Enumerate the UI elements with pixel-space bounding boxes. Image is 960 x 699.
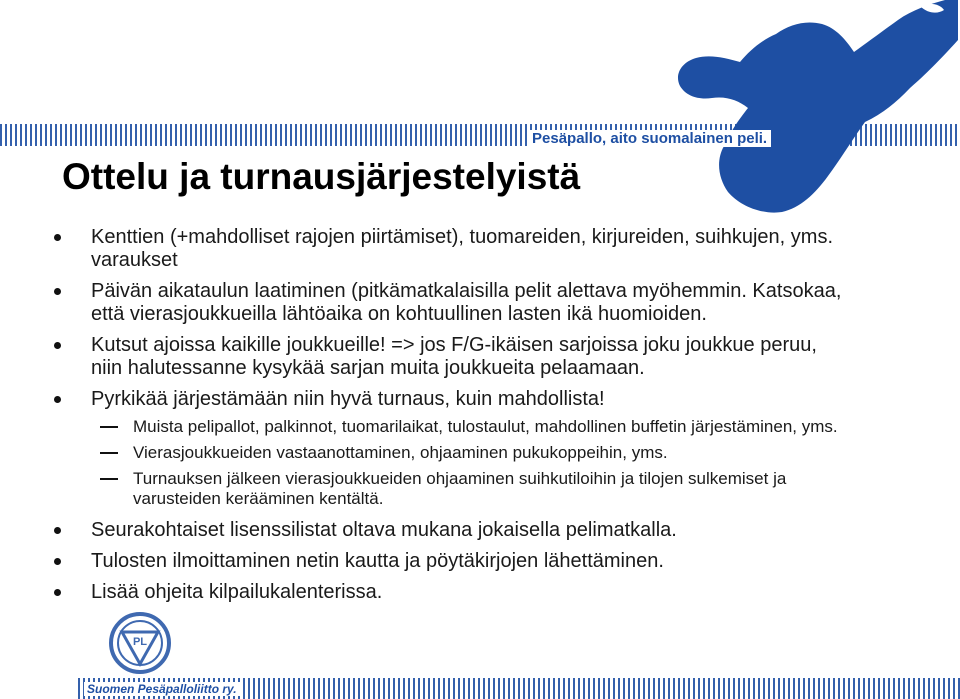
list-item-text: Kutsut ajoissa kaikille joukkueille! => jos F/G-ikäisen sarjoissa joku joukkue peruu, niin halutessanne kysykää sarjan muita joukkueita pelaamaan. [91,334,817,379]
list-item-text: Turnauksen jälkeen vierasjoukkueiden ohjaaminen suihkutiloihin ja tilojen sulkemiset ja varusteiden kerääminen kentältä. [133,469,787,508]
bullet-icon [54,527,61,534]
bullet-icon [54,234,61,241]
sub-list-item [50,469,850,509]
player-silhouette-icon [640,0,960,215]
list-item [50,280,850,326]
bullet-icon [54,558,61,565]
list-item [50,388,850,411]
footer-logo-text: Suomen Pesäpalloliitto ry. [84,682,240,696]
list-item-text: Vierasjoukkueiden vastaanottaminen, ohjaaminen pukukoppeihin, yms. [133,443,668,462]
federation-crest-icon [108,612,172,674]
sub-list-item [50,417,850,437]
list-item [50,226,850,272]
list-item-text: Tulosten ilmoittaminen netin kautta ja pöytäkirjojen lähettäminen. [91,550,664,572]
sub-list-item [50,443,850,463]
bullet-icon [54,288,61,295]
slogan: Pesäpallo, aito suomalainen peli. [528,130,771,147]
list-item-text: Kenttien (+mahdolliset rajojen piirtämiset), tuomareiden, kirjureiden, suihkujen, yms. varaukset [91,226,834,271]
bullet-icon [54,342,61,349]
dash-icon [100,478,118,480]
bullet-list [50,226,850,604]
list-item [50,581,850,604]
list-item [50,334,850,380]
crest-letters: PL [132,636,148,648]
list-item-text: Seurakohtaiset lisenssilistat oltava mukana jokaisella pelimatkalla. [91,519,677,541]
slide-title: Ottelu ja turnausjärjestelyistä [62,156,581,197]
list-item-text: Muista pelipallot, palkinnot, tuomarilaikat, tulostaulut, mahdollinen buffetin järjestäminen, yms. [133,417,838,436]
bullet-icon [54,589,61,596]
dash-icon [100,426,118,428]
list-item [50,519,850,542]
bullet-icon [54,396,61,403]
list-item-text: Päivän aikataulun laatiminen (pitkämatkalaisilla pelit alettava myöhemmin. Katsokaa, että vierasjoukkueilla lähtöaika on kohtuullinen lasten ikä huomioiden. [91,280,842,325]
list-item-text: Pyrkikää järjestämään niin hyvä turnaus, kuin mahdollista! [91,388,605,410]
list-item-text: Lisää ohjeita kilpailukalenterissa. [91,581,383,603]
list-item [50,550,850,573]
dash-icon [100,452,118,454]
